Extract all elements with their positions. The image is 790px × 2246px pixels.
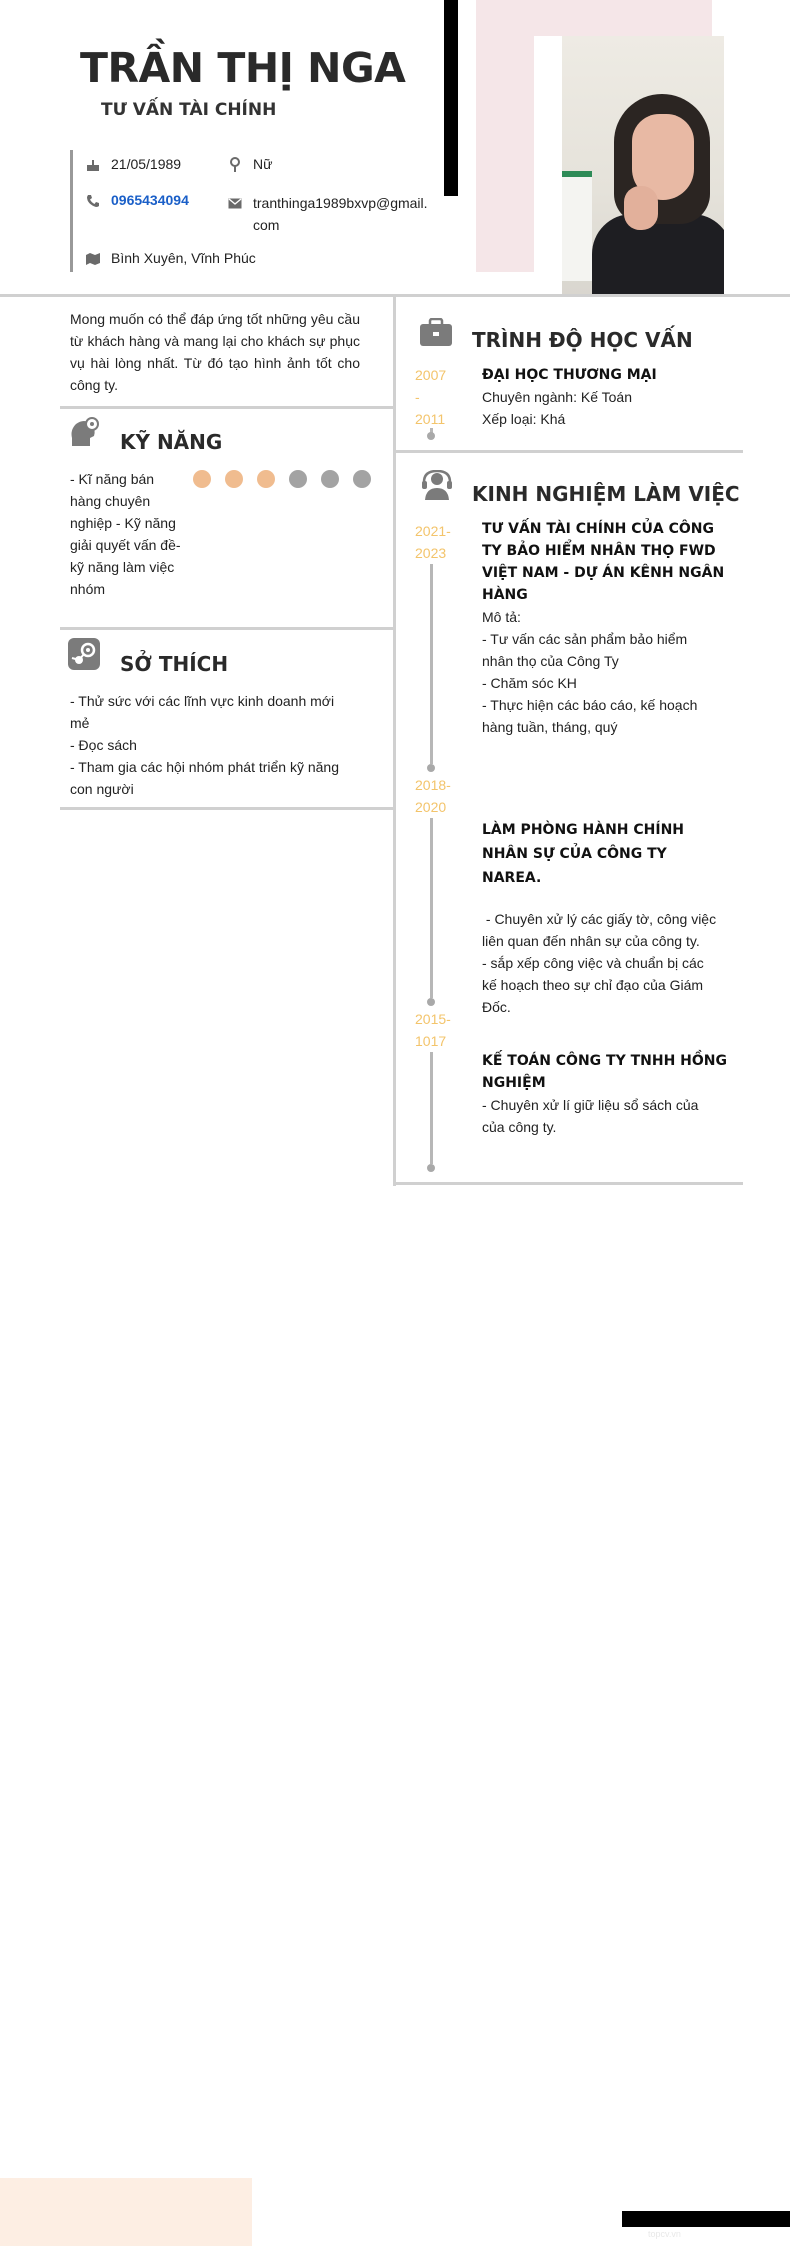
skill-dot-empty	[321, 470, 339, 488]
skill-line: - Kĩ năng bán	[70, 471, 155, 487]
job1-title-line: TƯ VẤN TÀI CHÍNH CỦA CÔNG	[482, 521, 715, 537]
contact-block	[70, 150, 450, 272]
head-gear-icon	[68, 416, 102, 450]
cake-icon	[83, 156, 103, 174]
job2-desc-line: kế hoạch theo sự chỉ đạo của Giám	[482, 977, 704, 993]
hobby-line: - Tham gia các hội nhóm phát triển kỹ năng	[70, 759, 340, 775]
job3-timeline-dot	[427, 1164, 435, 1172]
experience-title: KINH NGHIỆM LÀM VIỆC	[472, 482, 740, 506]
left-column-bottom-divider	[60, 807, 393, 810]
gender-icon	[225, 156, 245, 174]
job1-entry	[482, 518, 728, 738]
education-rank: Xếp loại: Khá	[482, 411, 566, 427]
hobby-line: mẻ	[70, 715, 90, 731]
education-divider	[395, 450, 743, 453]
job1-desc-line: - Thực hiện các báo cáo, kế hoạch	[482, 697, 698, 713]
job3-title-line: NGHIỆM	[482, 1075, 546, 1091]
education-year-start: 2007	[415, 367, 447, 383]
education-year-end: 2011	[415, 411, 446, 427]
gender-value: Nữ	[253, 156, 273, 172]
job1-title-line: HÀNG	[482, 587, 528, 603]
job2-desc-line: - sắp xếp công việc và chuẩn bị các	[482, 955, 704, 971]
job1-desc-line: nhân thọ của Công Ty	[482, 653, 619, 669]
job3-year-end: 1017	[415, 1033, 447, 1049]
email-value-line2[interactable]: com	[253, 217, 280, 233]
skill-dot-filled	[193, 470, 211, 488]
skill-line: kỹ năng làm việc	[70, 559, 175, 575]
candidate-name: TRẦN THỊ NGA	[80, 44, 406, 92]
career-objective: Mong muốn có thể đáp ứng tốt những yêu cầu từ khách hàng và mang lại cho khách sự phục vụ hài lòng nhất. Từ đó tạo hình ảnh tốt cho công ty.	[70, 311, 360, 393]
skill-dot-empty	[353, 470, 371, 488]
job2-title-line: LÀM PHÒNG HÀNH CHÍNH	[482, 822, 685, 838]
school-name: ĐẠI HỌC THƯƠNG MẠI	[482, 367, 657, 383]
job1-year-end: 2023	[415, 545, 447, 561]
briefcase-icon	[420, 318, 454, 352]
skills-list	[70, 468, 200, 600]
education-major: Chuyên ngành: Kế Toán	[482, 389, 632, 405]
skill-dot-filled	[257, 470, 275, 488]
job3-title-line: KẾ TOÁN CÔNG TY TNHH HỒNG	[482, 1053, 728, 1069]
job1-title-line: VIỆT NAM - DỰ ÁN KÊNH NGÂN	[482, 565, 725, 581]
skill-line: nhóm	[70, 581, 106, 597]
job3-desc-line: - Chuyên xử lí giữ liệu sổ sách của	[482, 1097, 699, 1113]
phone-row[interactable]	[83, 192, 189, 210]
header-decoration-pink	[476, 0, 712, 36]
job2-desc-line: - Chuyên xử lý các giấy tờ, công việc	[482, 911, 717, 927]
job3-timeline-line	[430, 1052, 433, 1164]
headset-icon	[420, 470, 454, 504]
profile-photo	[562, 36, 724, 294]
email-value-line1[interactable]: tranthinga1989bxvp@gmail.	[253, 195, 428, 211]
skill-dot-empty	[289, 470, 307, 488]
skill-dot-filled	[225, 470, 243, 488]
header-decoration-pink-side	[476, 36, 534, 272]
job2-timeline-dot	[427, 998, 435, 1006]
job2-desc-line: liên quan đến nhân sự của công ty.	[482, 933, 700, 949]
address-value: Bình Xuyên, Vĩnh Phúc	[111, 250, 256, 266]
job2-year-start: 2018-	[415, 777, 451, 793]
job1-year-start: 2021-	[415, 523, 451, 539]
address-row	[83, 250, 256, 268]
job2-year-end: 2020	[415, 799, 447, 815]
job2-entry	[482, 818, 728, 1018]
job1-desc-line: - Tư vấn các sản phẩm bảo hiểm	[482, 631, 688, 647]
job2-desc-line: Đốc.	[482, 999, 511, 1015]
experience-bottom-divider	[395, 1182, 743, 1185]
job1-desc-line: Mô tả:	[482, 609, 521, 625]
gender-row	[225, 156, 272, 174]
birthday-value: 21/05/1989	[111, 156, 182, 172]
steam-icon	[68, 638, 102, 672]
hobbies-title: SỞ THÍCH	[120, 652, 229, 676]
skill-line: hàng chuyên	[70, 493, 151, 509]
job2-title-line: NHÂN SỰ CỦA CÔNG TY NAREA.	[482, 846, 667, 886]
column-divider	[393, 296, 396, 1186]
email-row[interactable]	[225, 192, 428, 236]
education-year-sep: -	[415, 389, 420, 405]
skills-title: KỸ NĂNG	[120, 430, 223, 454]
job1-timeline-dot	[427, 764, 435, 772]
job3-year-start: 2015-	[415, 1011, 451, 1027]
job3-entry	[482, 1050, 728, 1138]
job1-desc-line: hàng tuần, tháng, quý	[482, 719, 618, 735]
skill-line: giải quyết vấn đề-	[70, 537, 181, 553]
skills-divider	[60, 406, 393, 409]
birthday-row	[83, 156, 181, 174]
phone-icon	[83, 192, 103, 210]
hobby-line: - Thử sức với các lĩnh vực kinh doanh mới	[70, 693, 335, 709]
job3-desc-line: của công ty.	[482, 1119, 557, 1135]
watermark: topcv.vn	[648, 2229, 681, 2239]
mail-icon	[225, 194, 245, 212]
footer-decoration-black-bar	[622, 2211, 790, 2227]
job1-title-line: TY BẢO HIỂM NHÂN THỌ FWD	[482, 543, 716, 559]
job1-timeline-line	[430, 564, 433, 764]
education-timeline-dot	[427, 432, 435, 440]
hobbies-divider	[60, 627, 393, 630]
hobbies-list	[70, 690, 360, 800]
job-title: TƯ VẤN TÀI CHÍNH	[101, 100, 277, 120]
map-icon	[83, 250, 103, 268]
job1-desc-line: - Chăm sóc KH	[482, 675, 577, 691]
phone-value[interactable]: 0965434094	[111, 192, 189, 208]
footer-decoration-pink	[0, 2178, 252, 2246]
skill-line: nghiệp - Kỹ năng	[70, 515, 176, 531]
job2-timeline-line	[430, 818, 433, 998]
education-title: TRÌNH ĐỘ HỌC VẤN	[472, 328, 693, 352]
hobby-line: con người	[70, 781, 134, 797]
hobby-line: - Đọc sách	[70, 737, 137, 753]
